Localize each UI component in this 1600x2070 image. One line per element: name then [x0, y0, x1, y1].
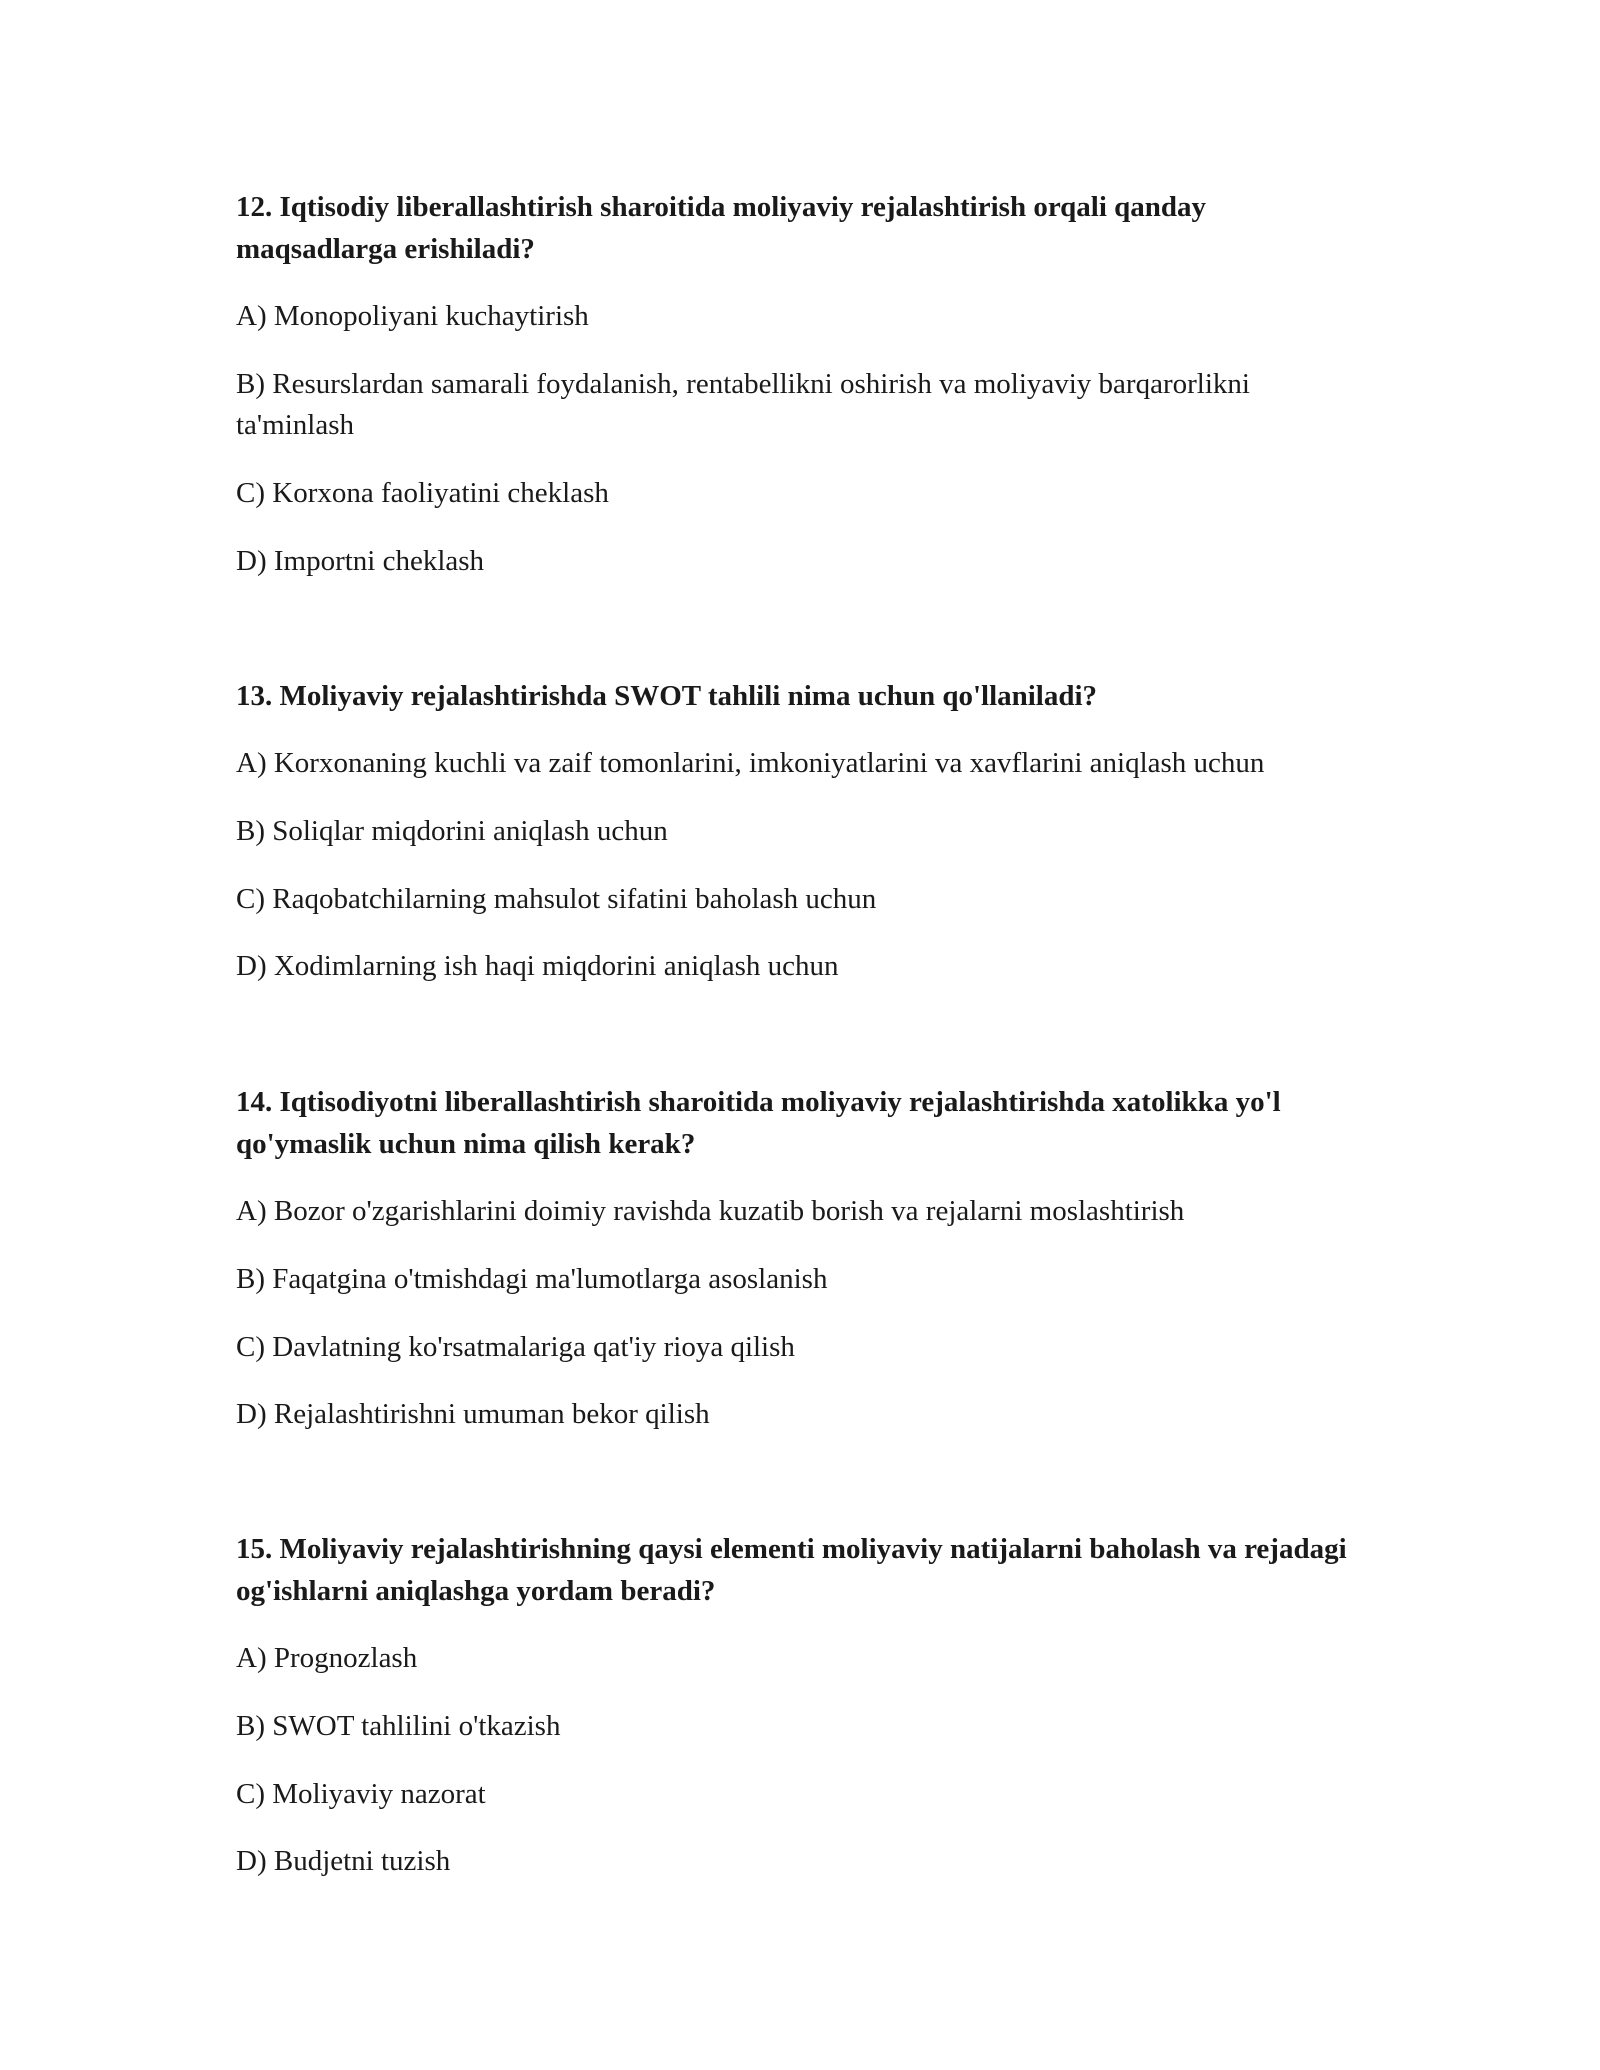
option-c: C) Raqobatchilarning mahsulot sifatini baholash uchun — [236, 883, 877, 915]
option-d: D) Budjetni tuzish — [236, 1845, 451, 1877]
question-title: 13. Moliyaviy rejalashtirishda SWOT tahlili nima uchun qo'llaniladi? — [236, 680, 1098, 712]
option-a: A) Korxonaning kuchli va zaif tomonlarini, imkoniyatlarini va xavflarini aniqlash uchun — [236, 747, 1265, 779]
option-d: D) Rejalashtirishni umuman bekor qilish — [236, 1398, 710, 1430]
option-d: D) Xodimlarning ish haqi miqdorini aniqlash uchun — [236, 950, 839, 982]
question-title: 15. Moliyaviy rejalashtirishning qaysi elementi moliyaviy natijalarni baholash va rejadagi og'ishlarni aniqlashga yordam beradi? — [236, 1533, 1347, 1607]
option-b: B) Resurslardan samarali foydalanish, rentabellikni oshirish va moliyaviy barqarorlikni ta'minlash — [236, 368, 1250, 441]
option-a: A) Monopoliyani kuchaytirish — [236, 300, 589, 332]
option-c: C) Davlatning ko'rsatmalariga qat'iy rioya qilish — [236, 1331, 795, 1363]
question-title: 12. Iqtisodiy liberallashtirish sharoitida moliyaviy rejalashtirish orqali qanday maqsadlarga erishiladi? — [236, 191, 1207, 265]
option-a: A) Prognozlash — [236, 1642, 418, 1674]
question-12 — [236, 186, 1366, 577]
option-b: B) Soliqlar miqdorini aniqlash uchun — [236, 815, 668, 847]
question-14 — [236, 1081, 1366, 1430]
option-a: A) Bozor o'zgarishlarini doimiy ravishda kuzatib borish va rejalarni moslashtirish — [236, 1195, 1185, 1227]
question-13 — [236, 675, 1366, 982]
question-15 — [236, 1528, 1366, 1877]
option-c: C) Korxona faoliyatini cheklash — [236, 477, 609, 509]
option-b: B) SWOT tahlilini o'tkazish — [236, 1710, 561, 1742]
option-c: C) Moliyaviy nazorat — [236, 1778, 486, 1810]
option-d: D) Importni cheklash — [236, 545, 485, 577]
option-b: B) Faqatgina o'tmishdagi ma'lumotlarga asoslanish — [236, 1263, 828, 1295]
question-title: 14. Iqtisodiyotni liberallashtirish sharoitida moliyaviy rejalashtirishda xatolikka yo'l qo'ymaslik uchun nima qilish kerak? — [236, 1086, 1281, 1160]
